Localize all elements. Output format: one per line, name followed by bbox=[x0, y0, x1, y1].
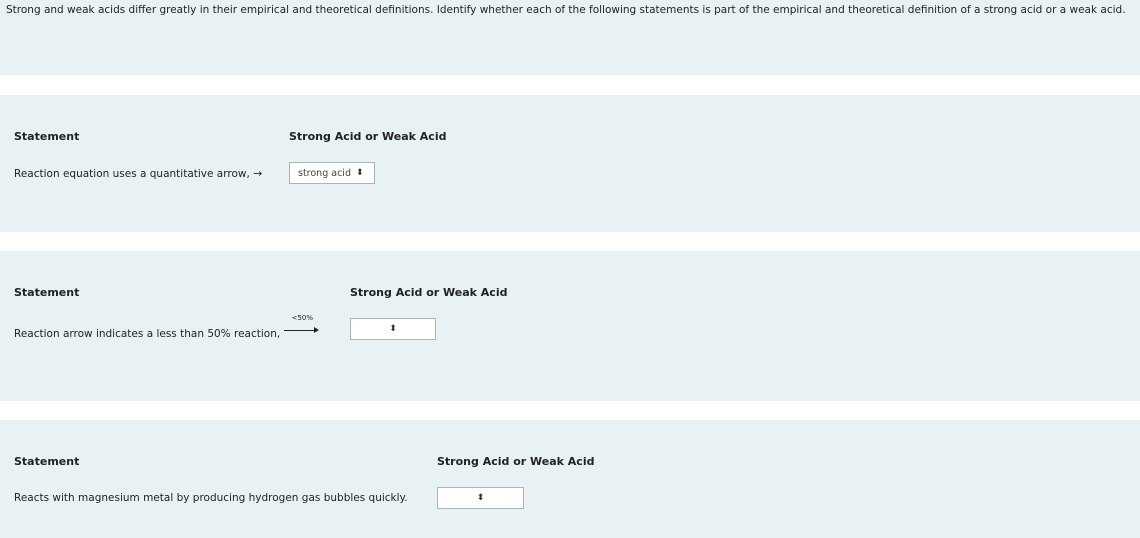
statement-panel-1 bbox=[0, 95, 1140, 232]
statement-text bbox=[14, 492, 408, 504]
choice-header: Strong Acid or Weak Acid bbox=[437, 455, 595, 468]
statement-panel-3 bbox=[0, 420, 1140, 538]
arrow-label: <50% bbox=[291, 314, 313, 322]
quantitative-arrow-icon: → bbox=[253, 167, 263, 180]
question-prompt bbox=[0, 0, 1140, 75]
question-text: Strong and weak acids differ greatly in their empirical and theoretical definitions. Identify whether each of the following statements is part of the empirical and theoretical definition of a strong acid or a weak acid. bbox=[6, 4, 1126, 16]
choice-header: Strong Acid or Weak Acid bbox=[350, 286, 508, 299]
statement-header: Statement bbox=[14, 286, 80, 299]
statement-label: Reaction arrow indicates a less than 50% reaction, bbox=[14, 328, 281, 340]
statement-panel-2 bbox=[0, 251, 1140, 401]
statement-label: Reacts with magnesium metal by producing hydrogen gas bubbles quickly. bbox=[14, 492, 408, 504]
acid-type-select-1[interactable] bbox=[289, 162, 375, 184]
choice-header: Strong Acid or Weak Acid bbox=[289, 130, 447, 143]
acid-type-select-2[interactable] bbox=[350, 318, 436, 340]
statement-label: Reaction equation uses a quantitative arrow, bbox=[14, 168, 250, 180]
less-than-50-arrow-icon bbox=[284, 314, 320, 337]
acid-type-select-3[interactable] bbox=[437, 487, 524, 509]
statement-header: Statement bbox=[14, 130, 80, 143]
select-chevron-icon: ⬍ bbox=[476, 493, 485, 503]
statement-header: Statement bbox=[14, 455, 80, 468]
select-chevron-icon: ⬍ bbox=[355, 168, 364, 178]
select-chevron-icon: ⬍ bbox=[389, 324, 397, 334]
statement-text bbox=[14, 167, 262, 180]
statement-text bbox=[14, 314, 320, 340]
selected-value: strong acid bbox=[298, 167, 351, 179]
